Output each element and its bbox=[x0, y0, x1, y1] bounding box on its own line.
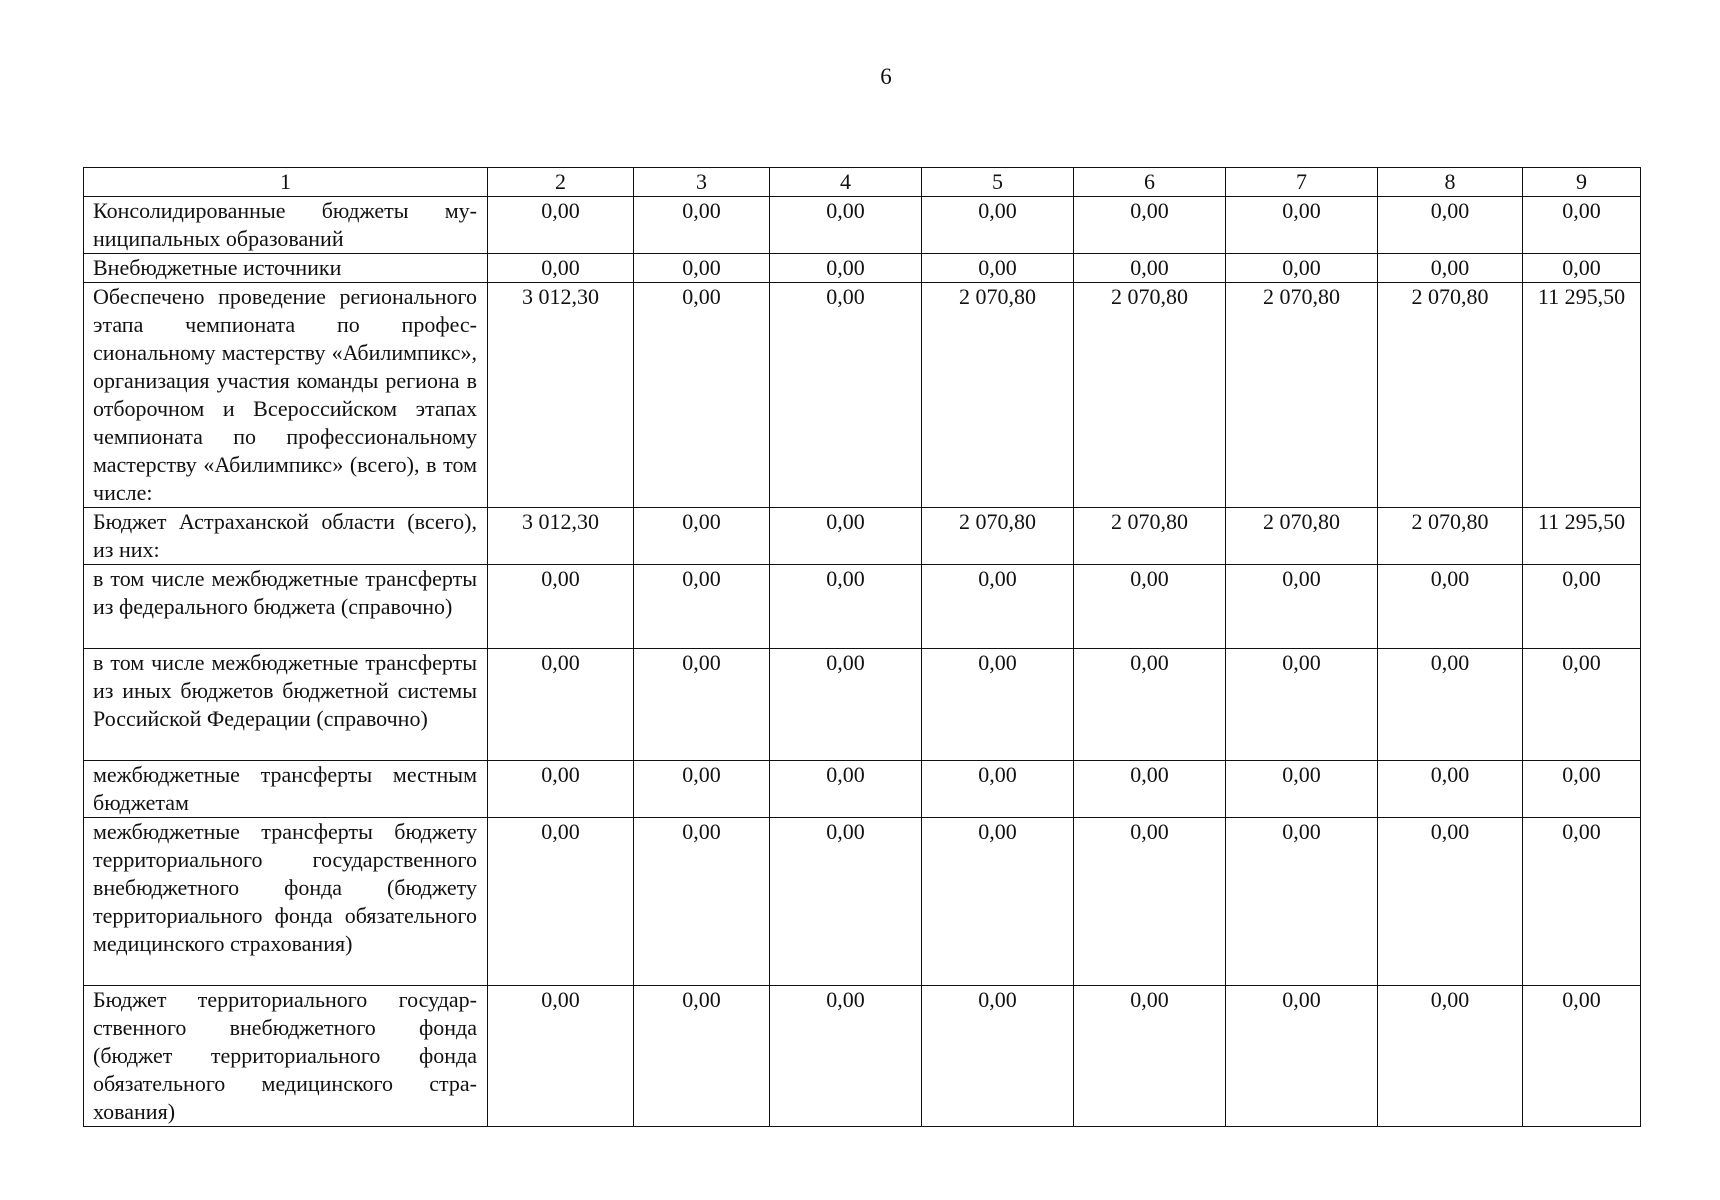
value-cell: 0,00 bbox=[922, 761, 1074, 818]
value-cell: 0,00 bbox=[1523, 649, 1641, 761]
value-cell: 0,00 bbox=[1226, 986, 1378, 1127]
value-cell: 0,00 bbox=[1074, 818, 1226, 986]
value-cell: 0,00 bbox=[1378, 818, 1523, 986]
value-cell: 0,00 bbox=[1226, 197, 1378, 254]
value-cell: 0,00 bbox=[488, 818, 634, 986]
header-cell-8: 8 bbox=[1378, 168, 1523, 197]
value-cell: 0,00 bbox=[1226, 818, 1378, 986]
value-cell: 0,00 bbox=[770, 761, 922, 818]
value-cell: 0,00 bbox=[1074, 761, 1226, 818]
value-cell: 3 012,30 bbox=[488, 508, 634, 565]
header-cell-7: 7 bbox=[1226, 168, 1378, 197]
table-row bbox=[84, 818, 1641, 986]
row-label: межбюджетные трансферты местным бюджетам bbox=[84, 761, 488, 818]
value-cell: 0,00 bbox=[770, 649, 922, 761]
row-label: Внебюджетные источники bbox=[84, 254, 488, 283]
value-cell: 0,00 bbox=[1074, 254, 1226, 283]
value-cell: 0,00 bbox=[1378, 649, 1523, 761]
value-cell: 0,00 bbox=[488, 197, 634, 254]
value-cell: 0,00 bbox=[1378, 986, 1523, 1127]
header-cell-1: 1 bbox=[84, 168, 488, 197]
value-cell: 0,00 bbox=[770, 565, 922, 649]
value-cell: 0,00 bbox=[770, 283, 922, 508]
value-cell: 0,00 bbox=[634, 283, 770, 508]
value-cell: 2 070,80 bbox=[1226, 508, 1378, 565]
value-cell: 0,00 bbox=[488, 649, 634, 761]
table-body bbox=[84, 197, 1641, 1127]
value-cell: 0,00 bbox=[1226, 565, 1378, 649]
value-cell: 0,00 bbox=[1074, 986, 1226, 1127]
row-label: Обеспечено проведение регионального этапа чемпионата по профессиональному мастерству «Абилимпикс», организация участия команды региона в отборочном и Всероссийском этапах чемпионата по профессиональному мастерству «Абилимпикс» (всего), в том числе: bbox=[84, 283, 488, 508]
value-cell: 2 070,80 bbox=[1378, 508, 1523, 565]
table-row bbox=[84, 986, 1641, 1127]
value-cell: 0,00 bbox=[922, 649, 1074, 761]
table-row bbox=[84, 283, 1641, 508]
budget-table bbox=[83, 167, 1641, 1127]
value-cell: 0,00 bbox=[1523, 818, 1641, 986]
header-row bbox=[84, 168, 1641, 197]
value-cell: 0,00 bbox=[770, 197, 922, 254]
row-label: Консолидированные бюджеты муниципальных образований bbox=[84, 197, 488, 254]
table-row bbox=[84, 649, 1641, 761]
value-cell: 0,00 bbox=[922, 197, 1074, 254]
value-cell: 0,00 bbox=[1523, 565, 1641, 649]
header-cell-9: 9 bbox=[1523, 168, 1641, 197]
table-row bbox=[84, 761, 1641, 818]
header-cell-2: 2 bbox=[488, 168, 634, 197]
value-cell: 0,00 bbox=[1226, 761, 1378, 818]
value-cell: 11 295,50 bbox=[1523, 508, 1641, 565]
value-cell: 0,00 bbox=[634, 197, 770, 254]
value-cell: 0,00 bbox=[770, 254, 922, 283]
header-cell-6: 6 bbox=[1074, 168, 1226, 197]
value-cell: 0,00 bbox=[488, 761, 634, 818]
value-cell: 0,00 bbox=[1074, 197, 1226, 254]
header-cell-5: 5 bbox=[922, 168, 1074, 197]
value-cell: 2 070,80 bbox=[1226, 283, 1378, 508]
value-cell: 2 070,80 bbox=[922, 508, 1074, 565]
value-cell: 0,00 bbox=[634, 818, 770, 986]
value-cell: 0,00 bbox=[1074, 649, 1226, 761]
value-cell: 0,00 bbox=[922, 565, 1074, 649]
value-cell: 0,00 bbox=[488, 254, 634, 283]
value-cell: 0,00 bbox=[634, 508, 770, 565]
value-cell: 0,00 bbox=[634, 986, 770, 1127]
value-cell: 0,00 bbox=[1378, 761, 1523, 818]
value-cell: 0,00 bbox=[1523, 254, 1641, 283]
table-row bbox=[84, 197, 1641, 254]
value-cell: 0,00 bbox=[1523, 761, 1641, 818]
value-cell: 0,00 bbox=[488, 986, 634, 1127]
value-cell: 0,00 bbox=[1378, 197, 1523, 254]
value-cell: 0,00 bbox=[1523, 986, 1641, 1127]
value-cell: 0,00 bbox=[1226, 254, 1378, 283]
value-cell: 0,00 bbox=[922, 254, 1074, 283]
value-cell: 3 012,30 bbox=[488, 283, 634, 508]
value-cell: 0,00 bbox=[634, 254, 770, 283]
row-label: в том числе межбюджетные трансферты из федерального бюджета (справочно) bbox=[84, 565, 488, 649]
value-cell: 11 295,50 bbox=[1523, 283, 1641, 508]
value-cell: 0,00 bbox=[634, 565, 770, 649]
value-cell: 0,00 bbox=[634, 761, 770, 818]
value-cell: 2 070,80 bbox=[922, 283, 1074, 508]
table-row bbox=[84, 254, 1641, 283]
value-cell: 0,00 bbox=[770, 818, 922, 986]
value-cell: 0,00 bbox=[770, 986, 922, 1127]
value-cell: 0,00 bbox=[770, 508, 922, 565]
row-label: в том числе межбюджетные трансферты из иных бюджетов бюджетной системы Российской Федерации (справочно) bbox=[84, 649, 488, 761]
header-cell-3: 3 bbox=[634, 168, 770, 197]
value-cell: 0,00 bbox=[1226, 649, 1378, 761]
row-label: Бюджет Астраханской области (всего), из них: bbox=[84, 508, 488, 565]
value-cell: 0,00 bbox=[1523, 197, 1641, 254]
value-cell: 0,00 bbox=[634, 649, 770, 761]
table-row bbox=[84, 508, 1641, 565]
table-row bbox=[84, 565, 1641, 649]
value-cell: 0,00 bbox=[922, 986, 1074, 1127]
page-number: 6 bbox=[880, 64, 892, 89]
value-cell: 2 070,80 bbox=[1378, 283, 1523, 508]
value-cell: 0,00 bbox=[1378, 565, 1523, 649]
value-cell: 0,00 bbox=[1074, 565, 1226, 649]
value-cell: 0,00 bbox=[1378, 254, 1523, 283]
value-cell: 2 070,80 bbox=[1074, 283, 1226, 508]
row-label: межбюджетные трансферты бюджету территориального государственного внебюджетного фонда (бюджету территориального фонда обязательного медицинского страхования) bbox=[84, 818, 488, 986]
value-cell: 2 070,80 bbox=[1074, 508, 1226, 565]
row-label: Бюджет территориального государственного внебюджетного фонда (бюджет территориального фонда обязательного медицинского страхования) bbox=[84, 986, 488, 1127]
value-cell: 0,00 bbox=[488, 565, 634, 649]
value-cell: 0,00 bbox=[922, 818, 1074, 986]
header-cell-4: 4 bbox=[770, 168, 922, 197]
table-header bbox=[84, 168, 1641, 197]
